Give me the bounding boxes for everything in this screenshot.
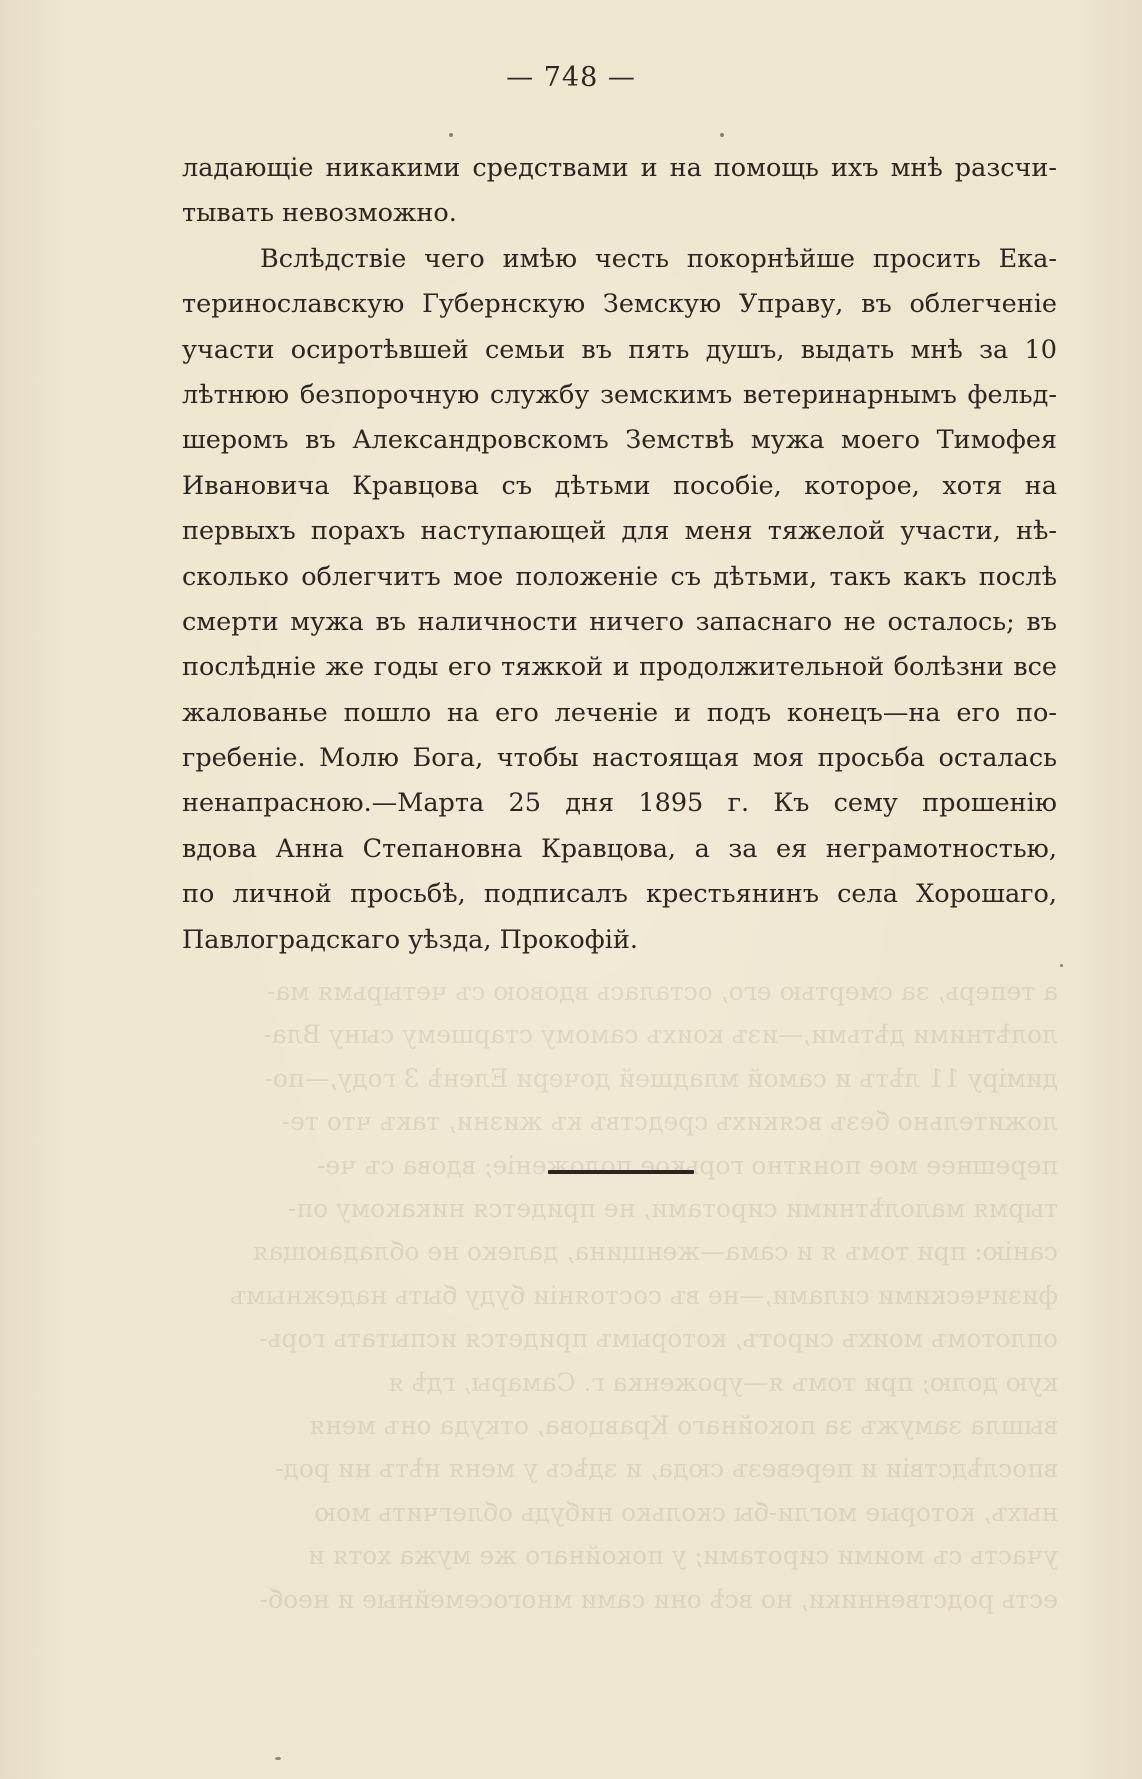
- bleed-line: участь съ моими сиротами; у покойнаго же мужа хотя и: [307, 1541, 1058, 1571]
- text-line: ладающіе никакими средствами и на помощь ихъ мнѣ разсчи-: [182, 153, 1057, 183]
- text-line: первыхъ порахъ наступающей для меня тяжелой участи, нѣ-: [182, 516, 1057, 547]
- bleed-line: оплотомъ моихъ сиротъ, которымъ придется испытать горь-: [259, 1324, 1058, 1354]
- print-speck: [720, 133, 724, 137]
- bleed-line: есть родственники, но всѣ они сами многосемейные и необ-: [259, 1584, 1058, 1614]
- page-number: — 748 —: [506, 62, 636, 93]
- text-line: шеромъ въ Александровскомъ Земствѣ мужа моего Тимофея: [182, 425, 1057, 456]
- text-line: тывать невозможно.: [182, 198, 457, 229]
- print-speck: [275, 1757, 281, 1760]
- text-line: гребеніе. Молю Бога, чтобы настоящая моя просьба осталась: [182, 743, 1057, 774]
- bleed-line: ложительно безъ всякихъ средствъ къ жизни, такъ что те-: [281, 1107, 1058, 1137]
- body-text: [182, 146, 1057, 963]
- text-line: сколько облегчитъ мое положеніе съ дѣтьми, такъ какъ послѣ: [182, 561, 1057, 592]
- bleed-line: тырмя малолѣтними сиротами, не придется никакому оп-: [287, 1194, 1058, 1224]
- bleed-line: ныхъ, которые могли-бы сколько нибудь облегчить мою: [314, 1497, 1058, 1527]
- bleed-line: санію: при томъ я и сама—женщина, далеко не обладающая: [252, 1237, 1058, 1267]
- print-speck: [1060, 964, 1063, 967]
- text-line: ненапрасною.—Марта 25 дня 1895 г. Къ сему прошенію: [182, 788, 1057, 819]
- text-line: вдова Анна Степановна Кравцова, а за ея неграмотностью,: [182, 833, 1057, 864]
- bleed-line: а теперь, за смертью его, осталась вдовою съ четырьмя ма-: [266, 977, 1058, 1006]
- bleed-line: лолѣтними дѣтьми,—изъ коихъ самому старшему сыну Вла-: [263, 1020, 1058, 1050]
- bleed-line: впослѣдствіи и перевезъ сюда, и здѣсь у меня нѣтъ ни род-: [275, 1454, 1058, 1484]
- text-line: теринославскую Губернскую Земскую Управу, въ облегченіе: [182, 289, 1057, 320]
- print-speck: [449, 133, 453, 137]
- text-line: лѣтнюю безпорочную службу земскимъ ветеринарнымъ фельд-: [182, 379, 1057, 410]
- end-rule: [548, 1170, 694, 1174]
- text-line: жалованье пошло на его леченіе и подъ конецъ—на его по-: [182, 697, 1057, 728]
- text-line: по личной просьбѣ, подписалъ крестьянинъ села Хорошаго,: [182, 879, 1057, 910]
- bleed-line: физическими силами,—не въ состояніи буду быть надежнымъ: [230, 1280, 1058, 1310]
- text-line: смерти мужа въ наличности ничего запаснаго не осталось; въ: [182, 606, 1057, 637]
- bleed-line: перешнее мое понятно горькое положеніе; вдова съ че-: [316, 1150, 1058, 1180]
- bleed-through-text: [178, 970, 1058, 1621]
- bleed-line: кую долю; при томъ я—уроженка г. Самары, гдѣ я: [388, 1367, 1058, 1397]
- text-line: Вслѣдствіе чего имѣю честь покорнѣйше просить Ека-: [260, 243, 1057, 274]
- text-line: послѣдніе же годы его тяжкой и продолжительной болѣзни все: [182, 652, 1057, 683]
- text-line: участи осиротѣвшей семьи въ пять душъ, выдать мнѣ за 10: [182, 334, 1057, 365]
- bleed-line: вышла замужъ за покойнаго Кравцова, откуда онъ меня: [309, 1411, 1058, 1441]
- text-line: Ивановича Кравцова съ дѣтьми пособіе, которое, хотя на: [182, 470, 1057, 501]
- text-line: Павлоградскаго уѣзда, Прокофій.: [182, 924, 638, 955]
- bleed-line: диміру 11 лѣтъ и самой младшей дочери Еленѣ 3 году,—по-: [264, 1063, 1058, 1093]
